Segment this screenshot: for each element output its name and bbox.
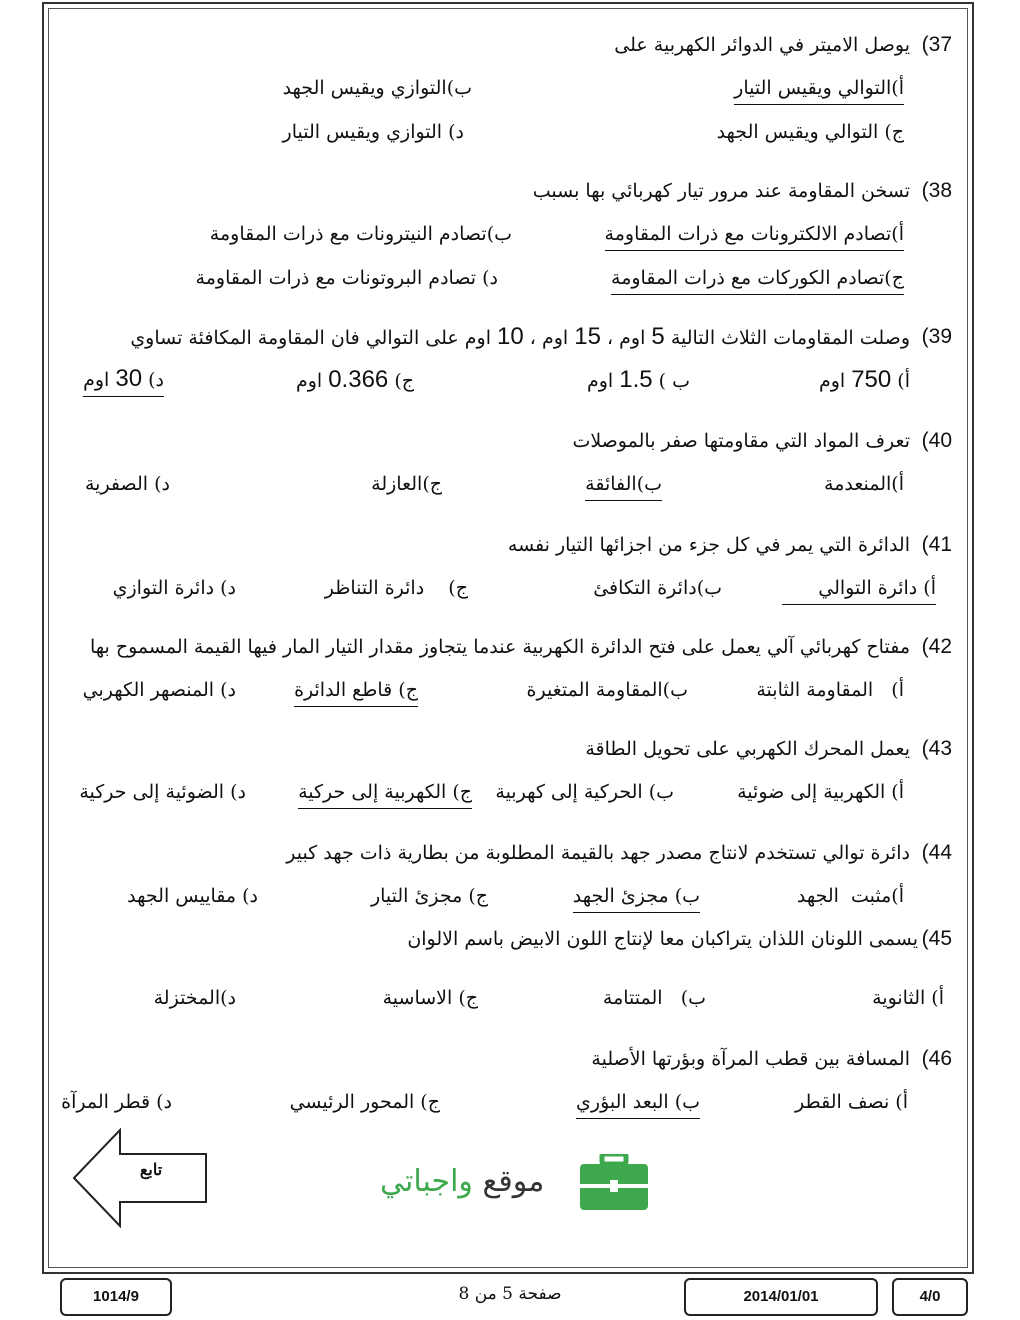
- question-text: الدائرة التي يمر في كل جزء من اجزائها التيار نفسه: [507, 534, 910, 556]
- option-d[interactable]: د) تصادم البروتونات مع ذرات المقاومة: [195, 267, 498, 289]
- option-a[interactable]: أ)المنعدمة: [824, 473, 904, 495]
- option-c[interactable]: ج) الاساسية: [382, 987, 478, 1009]
- footer-date-box: 2014/01/01: [684, 1278, 878, 1316]
- question-39: [60, 318, 952, 404]
- option-a[interactable]: أ) 750 اوم: [818, 366, 910, 393]
- logo-word-1: موقع: [482, 1164, 545, 1199]
- question-text: يوصل الاميتر في الدوائر الكهربية على: [614, 34, 910, 56]
- question-text: دائرة توالي تستخدم لانتاج مصدر جهد بالقيمة المطلوبة من بطارية ذات جهد كبير: [286, 842, 910, 864]
- option-b[interactable]: ب) البعد البؤري: [576, 1082, 700, 1122]
- question-number: 46): [921, 1047, 952, 1070]
- option-b[interactable]: ب) مجزئ الجهد: [573, 876, 700, 916]
- option-d[interactable]: د) الضوئية إلى حركية: [79, 781, 246, 803]
- option-c[interactable]: ج)تصادم الكوركات مع ذرات المقاومة: [611, 258, 904, 298]
- question-45: [60, 920, 952, 1022]
- option-b[interactable]: ب) المتتامة: [602, 987, 706, 1009]
- question-text: وصلت المقاومات الثلاث التالية 5 اوم ، 15 اوم ، 10 اوم على التوالي فان المقاومة المكافئة تساوي: [130, 323, 910, 350]
- option-d[interactable]: د) التوازي ويقيس التيار: [282, 121, 464, 143]
- option-b[interactable]: ب)دائرة التكافئ: [593, 577, 722, 599]
- question-46: [60, 1040, 952, 1126]
- footer-code-box: 1014/9: [60, 1278, 172, 1316]
- option-b[interactable]: ب)تصادم النيترونات مع ذرات المقاومة: [209, 223, 512, 245]
- option-a[interactable]: أ)تصادم الالكترونات مع ذرات المقاومة: [605, 214, 904, 254]
- option-c[interactable]: ج) التوالي ويقيس الجهد: [716, 121, 904, 143]
- question-text: يسمى اللونان اللذان يتراكبان معا لإنتاج اللون الابيض باسم الالوان: [407, 928, 918, 950]
- question-41: [60, 526, 952, 612]
- option-b[interactable]: ب ) 1.5 اوم: [586, 366, 690, 393]
- option-d[interactable]: د) الصفرية: [84, 473, 170, 495]
- option-d[interactable]: د) مقاييس الجهد: [127, 885, 258, 907]
- option-c[interactable]: ج) مجزئ التيار: [370, 885, 488, 907]
- question-number: 42): [921, 635, 952, 658]
- option-a[interactable]: أ) نصف القطر: [795, 1091, 908, 1113]
- question-42: [60, 628, 952, 714]
- option-c[interactable]: ج) 0.366 اوم: [295, 366, 414, 393]
- option-a[interactable]: أ) الثانوية: [872, 987, 944, 1009]
- question-40: [60, 422, 952, 508]
- question-number: 45): [921, 927, 952, 950]
- option-a[interactable]: أ)التوالي ويقيس التيار: [734, 68, 904, 108]
- footer-ratio-box: 4/0: [892, 1278, 968, 1316]
- question-number: 41): [921, 533, 952, 556]
- question-38: [60, 172, 952, 302]
- question-number: 39): [921, 325, 952, 348]
- option-c[interactable]: ج) المحور الرئيسي: [289, 1091, 440, 1113]
- option-d[interactable]: د) قطر المرآة: [61, 1091, 172, 1113]
- option-c[interactable]: ج) الكهربية إلى حركية: [298, 772, 472, 812]
- option-a[interactable]: أ) الكهربية إلى ضوئية: [737, 781, 904, 803]
- question-text: مفتاح كهربائي آلي يعمل على فتح الدائرة الكهربية عندما يتجاوز مقدار التيار المار فيها القيمة المسموح بها: [89, 636, 910, 658]
- question-number: 37): [921, 33, 952, 56]
- question-44: [60, 834, 952, 920]
- question-number: 44): [921, 841, 952, 864]
- question-number: 38): [921, 179, 952, 202]
- logo-word-2: واجباتي: [380, 1164, 473, 1199]
- site-logo: [372, 1150, 652, 1214]
- option-b[interactable]: ب)المقاومة المتغيرة: [526, 679, 688, 701]
- question-text: المسافة بين قطب المرآة وبؤرتها الأصلية: [591, 1048, 910, 1070]
- question-37: [60, 26, 952, 156]
- option-b[interactable]: ب) الحركية إلى كهربية: [495, 781, 674, 803]
- option-a[interactable]: أ) دائرة التوالي: [782, 568, 936, 608]
- option-a[interactable]: أ) المقاومة الثابتة: [756, 679, 904, 701]
- option-d[interactable]: د) 30 اوم: [83, 360, 164, 400]
- option-d[interactable]: د) المنصهر الكهربي: [82, 679, 236, 701]
- option-a[interactable]: أ)مثبت الجهد: [796, 885, 904, 907]
- option-c[interactable]: ج)العازلة: [371, 473, 442, 495]
- option-c[interactable]: ج) دائرة التناظر: [324, 577, 468, 599]
- question-number: 40): [921, 429, 952, 452]
- briefcase-icon: [578, 1154, 650, 1212]
- question-text: تعرف المواد التي مقاومتها صفر بالموصلات: [572, 430, 910, 452]
- question-43: [60, 730, 952, 816]
- option-d[interactable]: د) دائرة التوازي: [112, 577, 236, 599]
- option-d[interactable]: د)المختزلة: [153, 987, 236, 1009]
- page-number: صفحة 5 من 8: [458, 1284, 562, 1304]
- question-text: تسخن المقاومة عند مرور تيار كهربائي بها بسبب: [532, 180, 910, 202]
- option-b[interactable]: ب)التوازي ويقيس الجهد: [282, 77, 472, 99]
- continue-label: تابع: [139, 1160, 163, 1179]
- option-c[interactable]: ج) قاطع الدائرة: [294, 670, 418, 710]
- question-text: يعمل المحرك الكهربي على تحويل الطاقة: [585, 738, 910, 760]
- option-b[interactable]: ب)الفائقة: [585, 464, 662, 504]
- question-number: 43): [921, 737, 952, 760]
